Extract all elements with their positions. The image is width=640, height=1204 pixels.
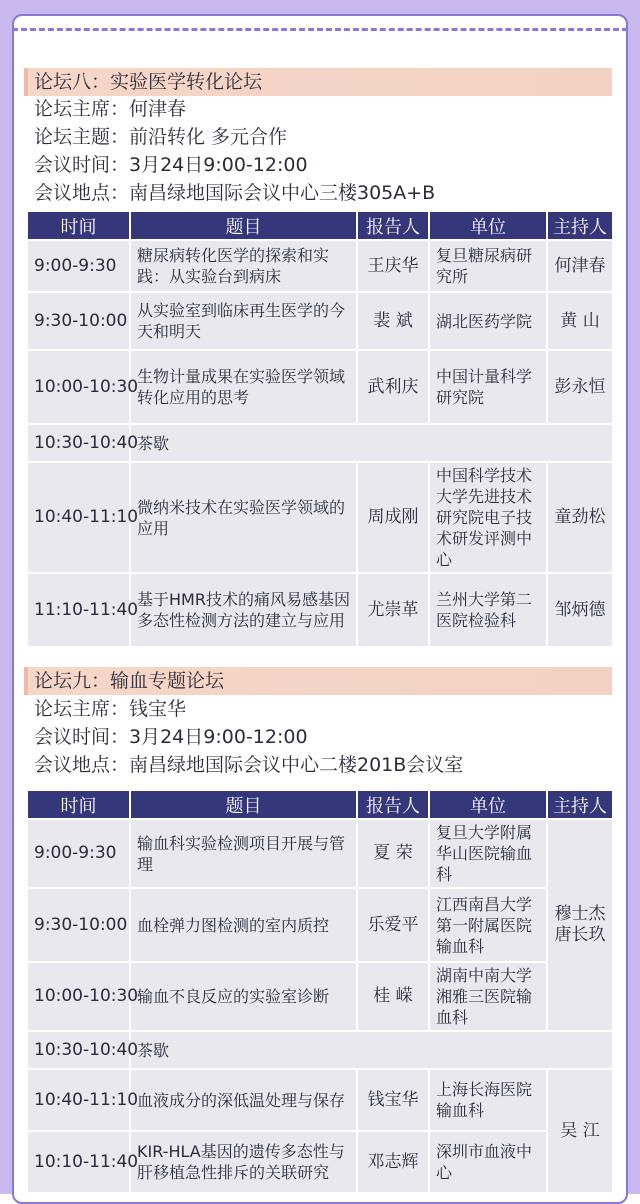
header-time: 时间 — [27, 211, 130, 240]
cell-speaker: 武利庆 — [357, 350, 429, 424]
header-topic: 题目 — [130, 790, 357, 819]
table-row — [27, 573, 613, 647]
forum9-schedule-table — [26, 789, 614, 1194]
cell-unit: 湖北医药学院 — [429, 292, 547, 350]
cell-time: 9:30-10:00 — [27, 292, 130, 350]
table-header-row — [27, 790, 613, 819]
cell-speaker: 钱宝华 — [357, 1069, 429, 1131]
cell-topic: KIR-HLA基因的遗传多态性与肝移植急性排斥的关联研究 — [130, 1131, 357, 1193]
forum8-venue: 会议地点：南昌绿地国际会议中心三楼305A+B — [34, 182, 436, 204]
cell-host-group: 穆士杰 唐长玖 — [547, 819, 613, 1031]
header-topic: 题目 — [130, 211, 357, 240]
cell-time: 10:00-10:30 — [27, 962, 130, 1031]
forum8-theme: 论坛主题：前沿转化 多元合作 — [34, 126, 288, 148]
cell-unit: 上海长海医院输血科 — [429, 1069, 547, 1131]
cell-host: 何津春 — [547, 240, 613, 292]
cell-unit: 深圳市血液中心 — [429, 1131, 547, 1193]
forum9-title: 论坛九：输血专题论坛 — [24, 667, 612, 695]
cell-time: 11:10-11:40 — [27, 573, 130, 647]
cell-topic: 输血科实验检测项目开展与管理 — [130, 819, 357, 888]
cell-time: 10:10-11:40 — [27, 1131, 130, 1193]
table-row — [27, 819, 613, 888]
cell-topic: 血液成分的深低温处理与保存 — [130, 1069, 357, 1131]
cell-time: 10:00-10:30 — [27, 350, 130, 424]
table-row — [27, 962, 613, 1031]
cell-time: 9:00-9:30 — [27, 240, 130, 292]
forum8-chair: 论坛主席：何津春 — [34, 98, 187, 120]
cell-unit: 复旦大学附属华山医院输血科 — [429, 819, 547, 888]
cell-time: 10:40-11:10 — [27, 1069, 130, 1131]
cell-speaker: 乐爱平 — [357, 888, 429, 962]
cell-unit: 兰州大学第二医院检验科 — [429, 573, 547, 647]
header-time: 时间 — [27, 790, 130, 819]
forum9-venue: 会议地点：南昌绿地国际会议中心二楼201B会议室 — [34, 754, 464, 776]
cell-topic: 输血不良反应的实验室诊断 — [130, 962, 357, 1031]
cell-host-group: 吴 江 — [547, 1069, 613, 1193]
header-unit: 单位 — [429, 790, 547, 819]
table-row — [27, 1069, 613, 1131]
table-row-break — [27, 1031, 613, 1069]
cell-speaker: 尤崇革 — [357, 573, 429, 647]
table-row — [27, 350, 613, 424]
cell-unit: 湖南中南大学湘雅三医院输血科 — [429, 962, 547, 1031]
table-row — [27, 1131, 613, 1193]
header-host: 主持人 — [547, 790, 613, 819]
header-unit: 单位 — [429, 211, 547, 240]
cell-host: 邹炳德 — [547, 573, 613, 647]
cell-topic: 微纳米技术在实验医学领域的应用 — [130, 462, 357, 573]
decorative-dashed-border — [12, 28, 628, 31]
forum8-title: 论坛八：实验医学转化论坛 — [24, 68, 612, 96]
cell-speaker: 夏 荣 — [357, 819, 429, 888]
cell-speaker: 王庆华 — [357, 240, 429, 292]
cell-topic: 血栓弹力图检测的室内质控 — [130, 888, 357, 962]
cell-time: 9:30-10:00 — [27, 888, 130, 962]
forum8-time: 会议时间：3月24日9:00-12:00 — [34, 154, 308, 176]
cell-break: 茶歇 — [130, 424, 613, 462]
table-row — [27, 292, 613, 350]
cell-time: 10:40-11:10 — [27, 462, 130, 573]
cell-host: 彭永恒 — [547, 350, 613, 424]
header-speaker: 报告人 — [357, 211, 429, 240]
cell-unit: 复旦糖尿病研究所 — [429, 240, 547, 292]
cell-unit: 中国科学技术大学先进技术研究院电子技术研发评测中心 — [429, 462, 547, 573]
cell-unit: 江西南昌大学第一附属医院输血科 — [429, 888, 547, 962]
header-host: 主持人 — [547, 211, 613, 240]
table-row — [27, 462, 613, 573]
cell-topic: 基于HMR技术的痛风易感基因多态性检测方法的建立与应用 — [130, 573, 357, 647]
forum9-chair: 论坛主席：钱宝华 — [34, 698, 187, 720]
cell-speaker: 桂 嵘 — [357, 962, 429, 1031]
forum8-schedule-table — [26, 210, 614, 648]
cell-topic: 从实验室到临床再生医学的今天和明天 — [130, 292, 357, 350]
forum9-time: 会议时间：3月24日9:00-12:00 — [34, 726, 308, 748]
cell-break: 茶歇 — [130, 1031, 613, 1069]
cell-topic: 糖尿病转化医学的探索和实践：从实验台到病床 — [130, 240, 357, 292]
cell-time: 10:30-10:40 — [27, 1031, 130, 1069]
cell-time: 9:00-9:30 — [27, 819, 130, 888]
cell-speaker: 裴 斌 — [357, 292, 429, 350]
cell-host: 黄 山 — [547, 292, 613, 350]
cell-time: 10:30-10:40 — [27, 424, 130, 462]
cell-speaker: 周成刚 — [357, 462, 429, 573]
cell-host: 童劲松 — [547, 462, 613, 573]
cell-topic: 生物计量成果在实验医学领域转化应用的思考 — [130, 350, 357, 424]
table-row-break — [27, 424, 613, 462]
cell-speaker: 邓志辉 — [357, 1131, 429, 1193]
cell-unit: 中国计量科学研究院 — [429, 350, 547, 424]
table-header-row — [27, 211, 613, 240]
table-row — [27, 240, 613, 292]
header-speaker: 报告人 — [357, 790, 429, 819]
table-row — [27, 888, 613, 962]
